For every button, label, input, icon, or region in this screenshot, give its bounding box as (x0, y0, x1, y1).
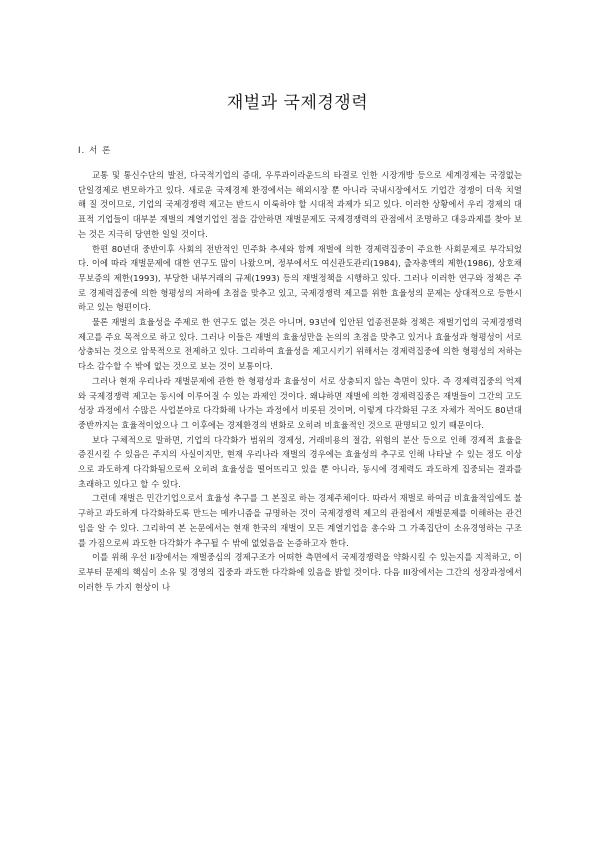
paragraph: 물론 재벌의 효율성을 주제로 한 연구도 없는 것은 아니며, 93년에 입안된 업종전문화 정책은 재벌기업의 국제경쟁력 제고를 주요 목적으로 하고 있다. 그러나 이들은 재벌의 효율성만을 논의의 초점을 맞추고 있거나 효율성과 형평성이 서로 상충되는 것으로 암묵적으로 전제하고 있다. 그리하여 효율성을 제고시키기 위해서는 경제력집중에 의한 형평성의 저하는 다소 감수할 수 밖에 없는 것으로 보는 것이 보통이다. (78, 317, 522, 372)
paragraph: 그런데 재벌은 민간기업으로서 효율성 추구를 그 본질로 하는 경제주체이다. 따라서 재벌로 하여금 비효율적임에도 불구하고 과도하게 다각화하도록 만드는 메카니즘을 규명하는 것이 국제경쟁력 제고의 관점에서 재벌문제를 이해하는 관건임을 알 수 있다. 그리하여 본 논문에서는 현재 한국의 재벌이 모든 계열기업을 총수와 그 가족집단이 소유경영하는 구조를 가짐으로써 과도한 다각화가 추구될 수 밖에 없었음을 논증하고자 한다. (78, 493, 522, 548)
paragraph: 교통 및 통신수단의 발전, 다국적기업의 증대, 우루과이라운드의 타결로 인한 시장개방 등으로 세계경제는 국경없는 단일경제로 변모하가고 있다. 새로운 국제경제 환경에서는 해외시장 뿐 아니라 국내시장에서도 기업간 경쟁이 더욱 치열해 질 것이므로, 기업의 국제경쟁력 제고는 반드시 이룩하야 할 시대적 과제가 되고 있다. 이러한 상황에서 우리 경제의 대표적 기업들이 대부분 재벌의 계열기업인 점을 감안하면 재벌문제도 국제경쟁력의 관점에서 조명하고 대응과제를 찾아 보는 것은 지극히 당연한 일일 것이다. (78, 170, 522, 239)
paragraph: 한편 80년대 중반이후 사회의 전반적인 민주화 추세와 함께 재벌에 의한 경제력집중이 주요한 사회문제로 부각되었다. 이에 따라 재벌문제에 대한 연구도 많이 나왔으며, 정부에서도 여신관도관리(1984), 출자총액의 제한(1986), 상호채무보증의 제한(1993), 부당한 내부거래의 규제(1993) 등의 재벌정책을 시행하고 있다. 그러나 이러한 연구와 정책은 주로 경제력집중에 의한 형평성의 저하에 초점을 맞추고 있고, 국제경쟁력 제고를 위한 효율성의 문제는 상대적으로 등한시하고 있는 형편이다. (78, 243, 522, 313)
section-heading: I. 서 론 (78, 146, 112, 156)
paragraph: 보다 구체적으로 말하면, 기업의 다각화가 범위의 경제성, 거래비용의 절감, 위험의 분산 등으로 인해 경제적 효율을 증진시킬 수 있음은 주지의 사실이지만, 현재 우리나라 재벌의 경우에는 효율성의 추구로 인해 나타날 수 있는 정도 이상으로 과도하게 다각화됨으로써 오히려 효율성을 떨어뜨리고 있을 뿐 아니라, 동시에 경제력도 과도하게 집중되는 결과를 초래하고 있다고 할 수 있다. (78, 434, 522, 489)
paragraph: 이를 위해 우선 II장에서는 재벌중심의 경제구조가 어떠한 측면에서 국제경쟁력을 약화시킬 수 있는지를 지적하고, 이로부터 문제의 핵심이 소유 및 경영의 집중과 과도한 다각화에 있음을 밝힐 것이다. 다음 III장에서는 그간의 성장과정에서 이러한 두 가지 현상이 나 (78, 552, 522, 592)
body-text (78, 168, 522, 594)
document-title: 재벌과 국제경쟁력 (226, 93, 369, 113)
paragraph: 그러나 현재 우리나라 재벌문제에 관한 한 형평성과 효율성이 서로 상충되지 않는 측면이 있다. 즉 경제력집중의 억제와 국제경쟁력 제고는 동시에 이루어질 수 있는 과제인 것이다. 왜냐하면 재벌에 의한 경제력집중은 재벌들이 그간의 고도성장 과정에서 수많은 사업분야로 다각화해 나가는 과정에서 비롯된 것이며, 이렇게 다각화된 구조 자체가 적어도 80년대 중반까지는 효율적이었으나 그 이후에는 경제환경의 변화로 오히려 비효율적인 것으로 판명되고 있기 때문이다. (78, 375, 522, 430)
